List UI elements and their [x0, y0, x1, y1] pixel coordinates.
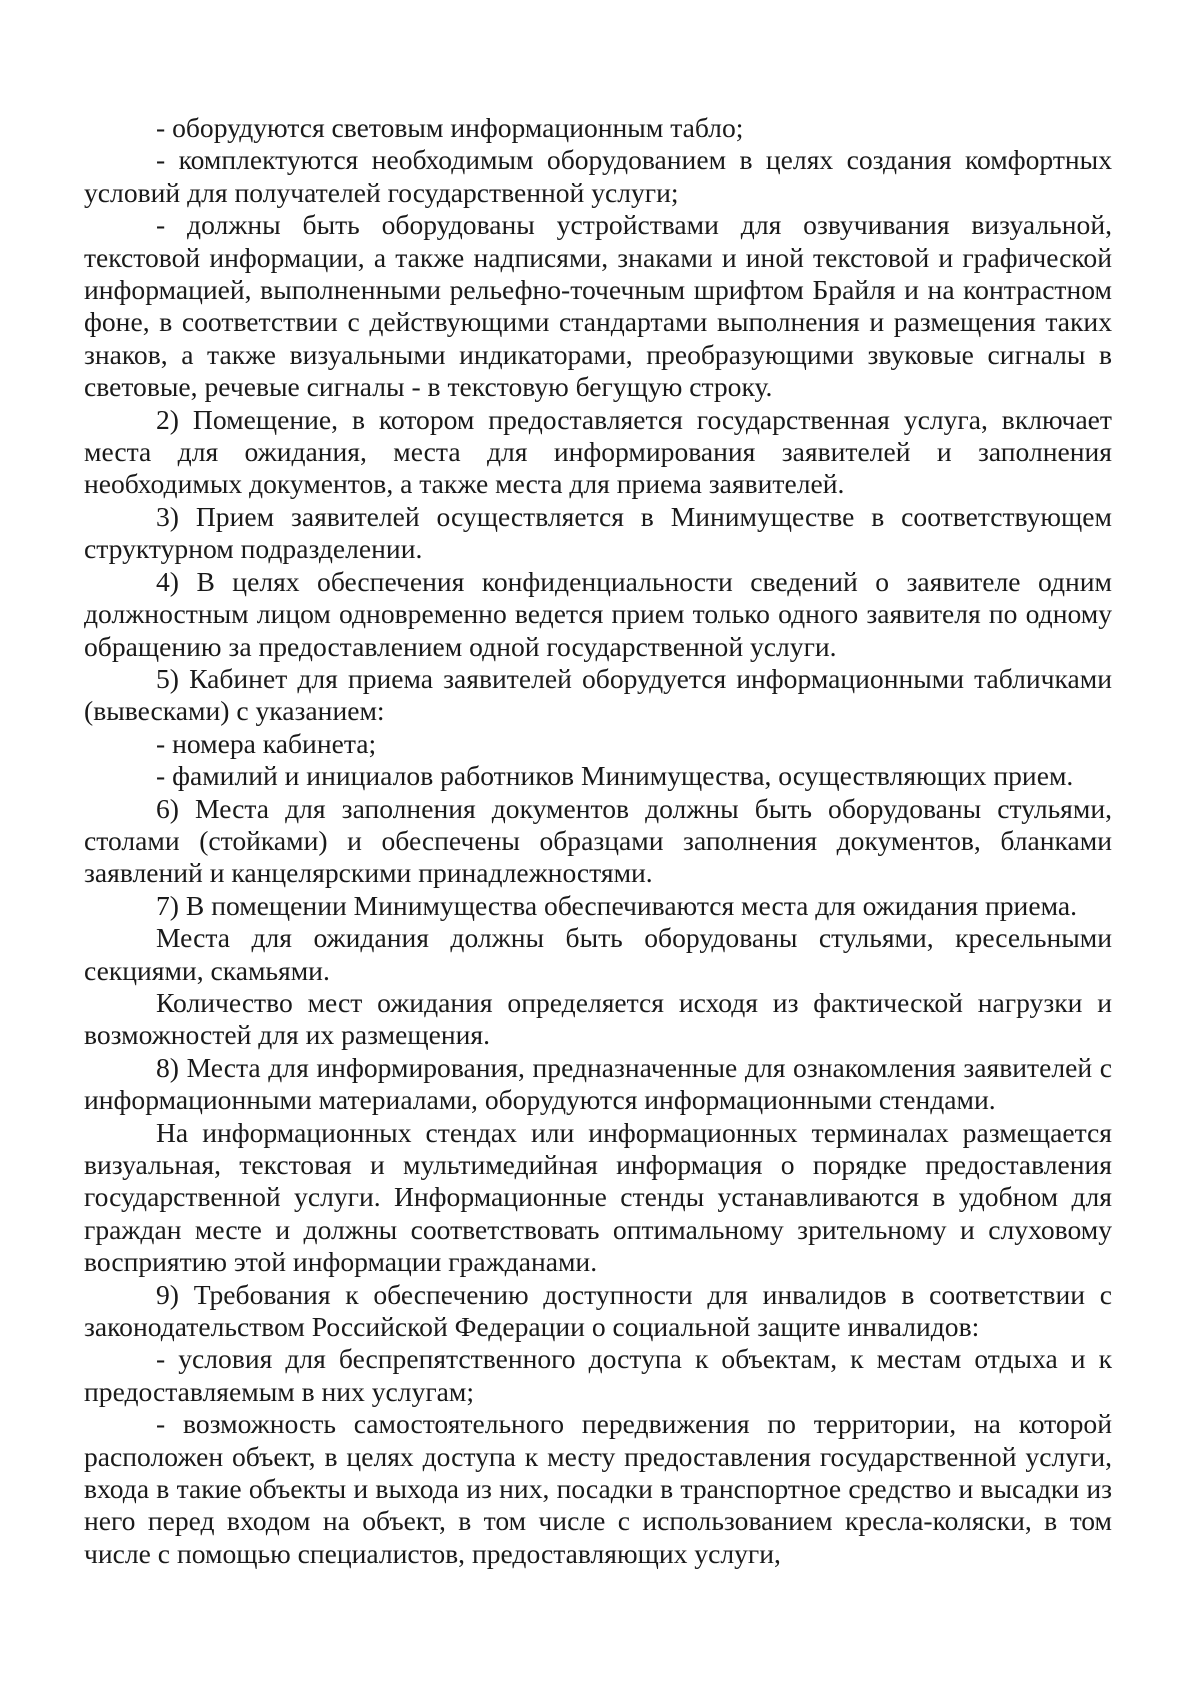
paragraph-sound-devices: - должны быть оборудованы устройствами для озвучивания визуальной, текстовой информации, а также надписями, знаками и иной текстовой и графической информацией, выполненными рельефно-точечным шрифтом Брайля и на контрастном фоне, в соответствии с действующими стандартами выполнения и размещения таких знаков, а также визуальными индикаторами, преобразующими звуковые сигналы в световые, речевые сигналы - в текстовую бегущую строку. — [84, 209, 1112, 403]
paragraph-independent-movement: - возможность самостоятельного передвижения по территории, на которой расположен объект, в целях доступа к месту предоставления государственной услуги, входа в такие объекты и выхода из них, посадки в транспортное средство и высадки из него перед входом на объект, в том числе с использованием кресла-коляски, в том числе с помощью специалистов, предоставляющих услуги, — [84, 1408, 1112, 1569]
paragraph-item-6: 6) Места для заполнения документов должны быть оборудованы стульями, столами (стойками) и обеспечены образцами заполнения документов, бланками заявлений и канцелярскими принадлежностями. — [84, 792, 1112, 889]
paragraph-access-conditions: - условия для беспрепятственного доступа к объектам, к местам отдыха и к предоставляемым в них услугам; — [84, 1343, 1112, 1407]
paragraph-office-number: - номера кабинета; — [156, 727, 377, 759]
paragraph-info-stands: На информационных стендах или информационных терминалах размещается визуальная, текстовая и мультимедийная информация о порядке предоставления государственной услуги. Информационные стенды устанавливаются в удобном для граждан месте и должны соответствовать оптимальному зрительному и слуховому восприятию этой информации гражданами. — [84, 1116, 1112, 1278]
paragraph-item-5: 5) Кабинет для приема заявителей оборудуется информационными табличками (вывесками) с указанием: — [84, 662, 1112, 727]
paragraph-item-8: 8) Места для информирования, предназначенные для ознакомления заявителей с информационными материалами, оборудуются информационными стендами. — [84, 1051, 1112, 1116]
paragraph-waiting-seats: Места для ожидания должны быть оборудованы стульями, кресельными секциями, скамьями. — [84, 922, 1112, 986]
paragraph-item-3: 3) Прием заявителей осуществляется в Минимуществе в соответствующем структурном подразделении. — [84, 500, 1112, 565]
paragraph-waiting-count: Количество мест ожидания определяется исходя из фактической нагрузки и возможностей для их размещения. — [84, 986, 1112, 1051]
paragraph-equipment: - комплектуются необходимым оборудованием в целях создания комфортных условий для получателей государственной услуги; — [84, 144, 1112, 208]
paragraph-item-9: 9) Требования к обеспечению доступности для инвалидов в соответствии с законодательством Российской Федерации о социальной защите инвалидов: — [84, 1278, 1112, 1343]
paragraph-item-7: 7) В помещении Минимущества обеспечиваются места для ожидания приема. — [156, 889, 1077, 921]
paragraph-item-4: 4) В целях обеспечения конфиденциальности сведений о заявителе одним должностным лицом одновременно ведется прием только одного заявителя по одному обращению за предоставлением одной государственной услуги. — [84, 565, 1112, 662]
document-page — [84, 112, 1112, 1570]
paragraph-staff-names: - фамилий и инициалов работников Минимущества, осуществляющих прием. — [156, 760, 1074, 792]
paragraph-light-board: - оборудуются световым информационным табло; — [156, 112, 744, 143]
paragraph-item-2: 2) Помещение, в котором предоставляется государственная услуга, включает места для ожидания, места для информирования заявителей и заполнения необходимых документов, а также места для приема заявителей. — [84, 403, 1112, 500]
